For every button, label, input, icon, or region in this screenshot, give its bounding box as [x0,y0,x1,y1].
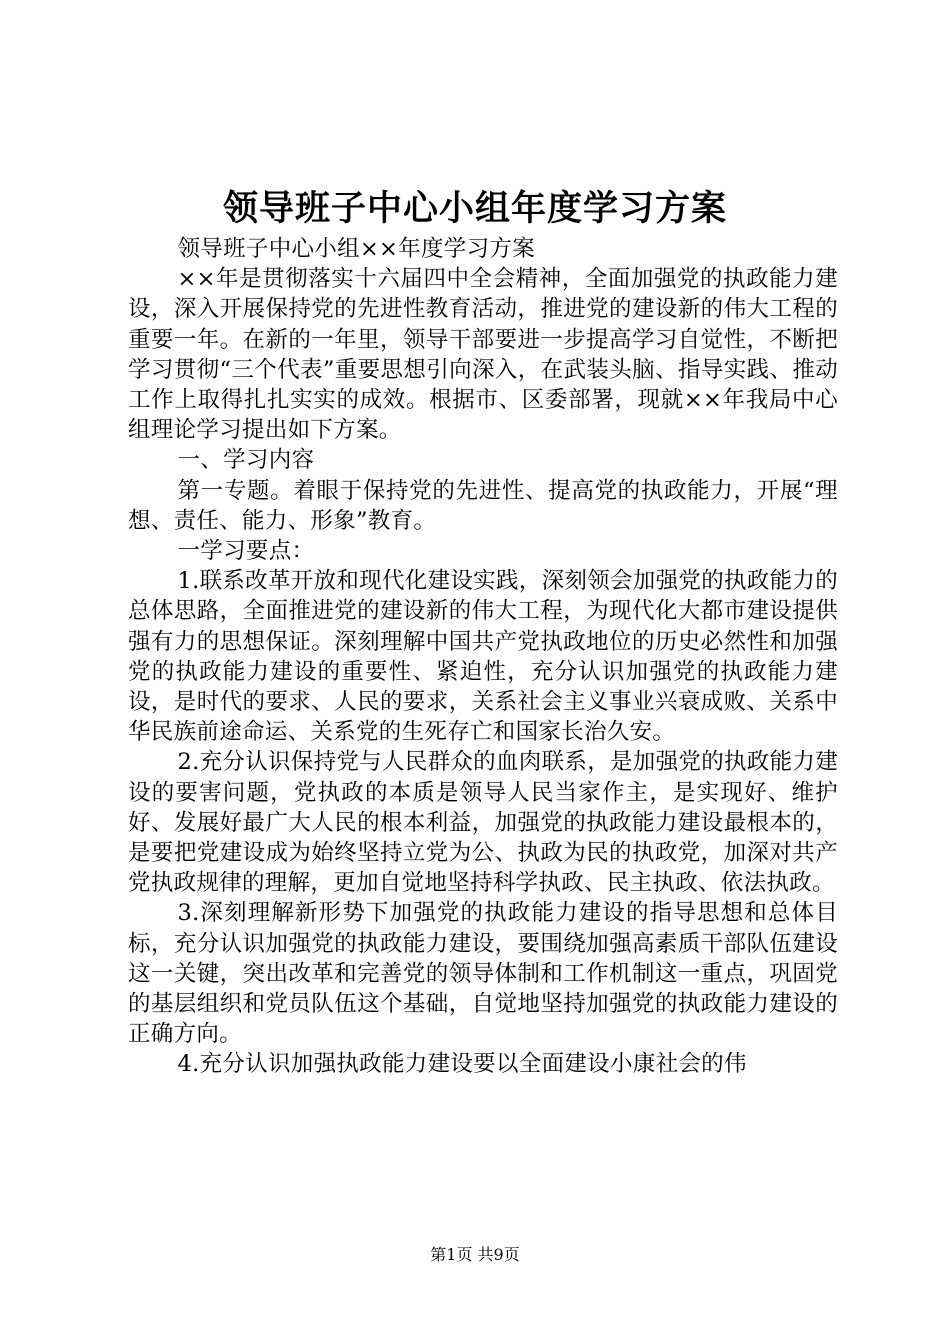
paragraph-point-2: 2.充分认识保持党与人民群众的血肉联系，是加强党的执政能力建设的要害问题，党执政的本质是领导人民当家作主，是实现好、维护好、发展好最广大人民的根本利益，加强党的执政能力建设最根本的，是要把党建设成为始终坚持立党为公、执政为民的执政党，加深对共产党执政规律的理解，更加自觉地坚持科学执政、民主执政、依法执政。 [128,749,838,897]
paragraph-topic-one: 第一专题。着眼于保持党的先进性、提高党的执政能力，开展“理想、责任、能力、形象”教育。 [128,477,838,534]
paragraph-point-4: 4.充分认识加强执政能力建设要以全面建设小康社会的伟 [177,1051,747,1078]
paragraph-key-points-heading: 一学习要点： [177,538,315,565]
document-title: 领导班子中心小组年度学习方案 [222,188,727,229]
section-heading-study-content: 一、学习内容 [177,447,315,474]
paragraph-subtitle: 领导班子中心小组××年度学习方案 [177,236,536,262]
document-body [128,234,838,1080]
paragraph-point-3: 3.深刻理解新形势下加强党的执政能力建设的指导思想和总体目标，充分认识加强党的执政能力建设，要围绕加强高素质干部队伍建设这一关键，突出改革和完善党的领导体制和工作机制这一重点，巩固党的基层组织和党员队伍这个基础，自觉地坚持加强党的执政能力建设的正确方向。 [128,900,838,1048]
paragraph-intro: ××年是贯彻落实十六届四中全会精神，全面加强党的执政能力建设，深入开展保持党的先进性教育活动，推进党的建设新的伟大工程的重要一年。在新的一年里，领导干部要进一步提高学习自觉性，不断把学习贯彻“三个代表”重要思想引向深入，在武装头脑、指导实践、推动工作上取得扎扎实实的成效。根据市、区委部署，现就××年我局中心组理论学习提出如下方案。 [128,266,838,444]
page-footer: 第1页 共9页 [430,1245,520,1264]
paragraph-point-1: 1.联系改革开放和现代化建设实践，深刻领会加强党的执政能力的总体思路，全面推进党的建设新的伟大工程，为现代化大都市建设提供强有力的思想保证。深刻理解中国共产党执政地位的历史必然性和加强党的执政能力建设的重要性、紧迫性，充分认识加强党的执政能力建设，是时代的要求、人民的要求，关系社会主义事业兴衰成败、关系中华民族前途命运、关系党的生死存亡和国家长治久安。 [128,568,838,746]
